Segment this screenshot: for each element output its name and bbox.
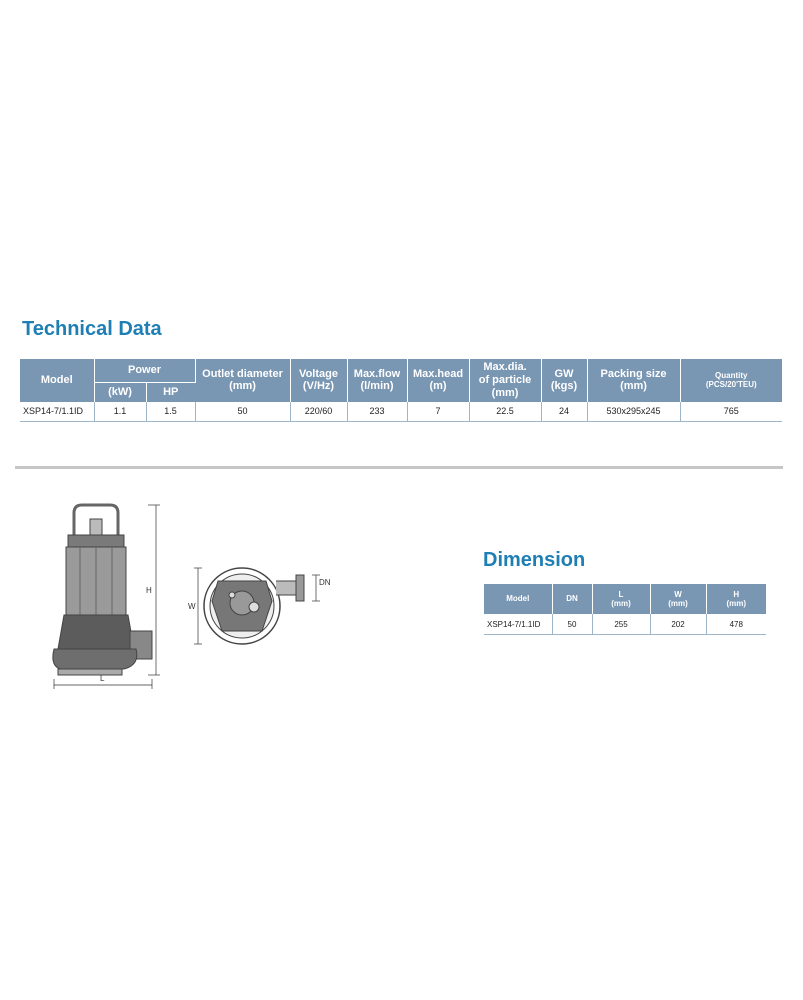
header-outlet: Outlet diameter (mm) (195, 359, 290, 402)
section-divider (15, 466, 783, 469)
cell-packing: 530x295x245 (587, 402, 680, 422)
header-quantity: Quantity (PCS/20'TEU) (680, 359, 782, 402)
cell-model: XSP14-7/1.1ID (20, 402, 94, 422)
cell-kw: 1.1 (94, 402, 146, 422)
dim-header-model: Model (484, 584, 552, 614)
pump-top-view-drawing (188, 561, 331, 651)
technical-data-table (20, 359, 782, 422)
cell-outlet: 50 (195, 402, 290, 422)
technical-data-title: Technical Data (22, 318, 162, 340)
cell-particle: 22.5 (469, 402, 541, 422)
header-power-kw: (kW) (94, 382, 146, 402)
cell-maxflow: 233 (347, 402, 407, 422)
cell-gw: 24 (541, 402, 587, 422)
header-model: Model (20, 359, 94, 402)
label-dn: DN (319, 578, 331, 587)
table-row (484, 614, 766, 635)
header-power-hp: HP (146, 382, 195, 402)
dim-header-h: H (mm) (706, 584, 766, 614)
header-particle: Max.dia. of particle (mm) (469, 359, 541, 402)
header-maxflow: Max.flow (l/min) (347, 359, 407, 402)
dim-cell-dn: 50 (552, 614, 592, 635)
dim-cell-h: 478 (706, 614, 766, 635)
dim-header-l: L (mm) (592, 584, 650, 614)
dim-header-dn: DN (552, 584, 592, 614)
label-w: W (188, 602, 196, 611)
header-power: Power (94, 359, 195, 382)
cell-voltage: 220/60 (290, 402, 347, 422)
header-maxhead: Max.head (m) (407, 359, 469, 402)
dim-cell-l: 255 (592, 614, 650, 635)
dim-header-w: W (mm) (650, 584, 706, 614)
dimension-table (484, 584, 766, 635)
cell-maxhead: 7 (407, 402, 469, 422)
dim-cell-w: 202 (650, 614, 706, 635)
label-h: H (146, 586, 152, 595)
cell-hp: 1.5 (146, 402, 195, 422)
dim-cell-model: XSP14-7/1.1ID (484, 614, 552, 635)
header-packing: Packing size (mm) (587, 359, 680, 402)
label-l: L (100, 674, 105, 683)
cell-quantity: 765 (680, 402, 782, 422)
table-row (20, 402, 782, 422)
header-voltage: Voltage (V/Hz) (290, 359, 347, 402)
pump-side-view-drawing (44, 497, 164, 689)
header-gw: GW (kgs) (541, 359, 587, 402)
dimension-title: Dimension (483, 549, 586, 571)
